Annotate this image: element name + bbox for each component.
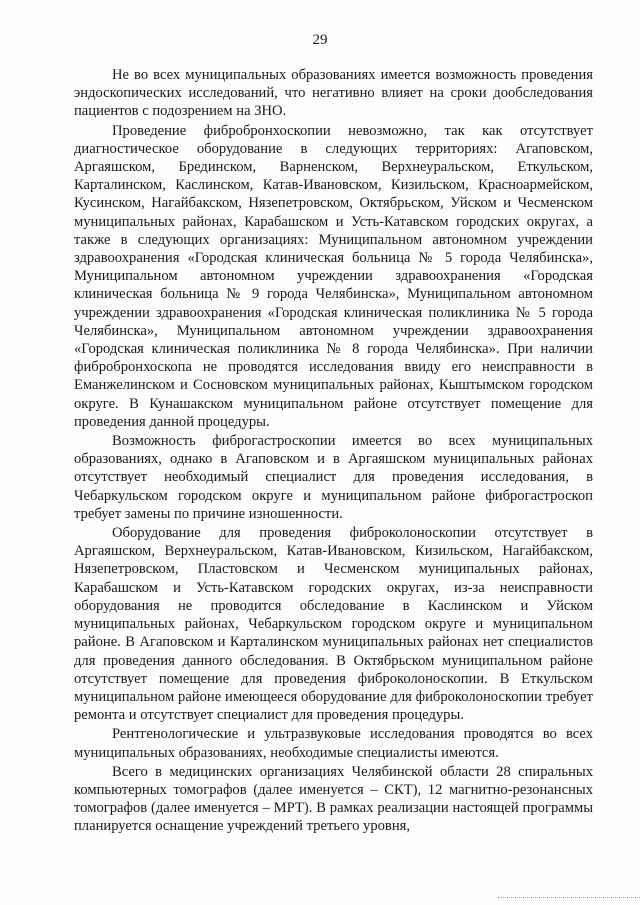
page-number: 29 — [312, 32, 328, 48]
paragraph-xray-ultrasound: Рентгенологические и ультразвуковые исследования проводятся во всех муниципальных образованиях, необходимые специалисты имеются. — [74, 726, 593, 761]
paragraph-tomographs: Всего в медицинских организациях Челябинской области 28 спиральных компьютерных томографов (далее именуется – СКТ), 12 магнитно-резонансных томографов (далее именуется – МРТ). В рамках реализации настоящей программы планируется оснащение учреждений третьего уровня, — [74, 763, 593, 835]
document-body — [74, 66, 593, 837]
paragraph-colonoscopy: Оборудование для проведения фиброколоноскопии отсутствует в Аргаяшском, Верхнеуральском, Катав-Ивановском, Кизильском, Нагайбакском, Нязепетровском, Пластовском и Чесменском муниципальных районах, Карабашском и Усть-Катавском городских округах, из-за неисправности оборудования не проводится обследование в Каслинском и Уйском муниципальных районах, Чебаркульском городском округе и муниципальном районе. В Агаповском и Карталинском муниципальных районах нет специалистов для проведения данного обследования. В Октябрьском муниципальном районе отсутствует помещение для проведения фиброколоноскопии. В Еткульском муниципальном районе имеющееся оборудование для фиброколоноскопии требует ремонта и отсутствует специалист для проведения процедуры. — [74, 525, 593, 724]
paragraph-endoscopy: Не во всех муниципальных образованиях имеется возможность проведения эндоскопических исследований, что негативно влияет на сроки дообследования пациентов с подозрением на ЗНО. — [74, 67, 593, 120]
paragraph-bronchoscopy: Проведение фибробронхоскопии невозможно, так как отсутствует диагностическое оборудование в следующих территориях: Агаповском, Аргаяшском, Брединском, Варненском, Верхнеуральском, Еткульском, Карталинском, Каслинском, Катав-Ивановском, Кизильском, Красноармейском, Кусинском, Нагайбакском, Нязепетровском, Октябрьском, Уйском и Чесменском муниципальных районах, Карабашском и Усть-Катавском городских округах, а также в следующих организациях: Муниципальном автономном учреждении здравоохранения «Городская клиническая больница № 5 города Челябинска», Муниципальном автономном учреждении здравоохранения «Городская клиническая больница № 9 города Челябинска», Муниципальном автономном учреждении здравоохранения «Городская клиническая поликлиника № 5 города Челябинска», Муниципальном автономном учреждении здравоохранения «Городская клиническая поликлиника № 8 города Челябинска». При наличии фибробронхоскопа не проводятся исследования ввиду его неисправности в Еманжелинском и Сосновском муниципальных районах, Кыштымском городском округе. В Кунашакском муниципальном районе отсутствует помещение для проведения данной процедуры. — [74, 122, 593, 430]
page-bottom-divider — [498, 897, 640, 898]
paragraph-gastroscopy: Возможность фиброгастроскопии имеется во всех муниципальных образованиях, однако в Агаповском и в Аргаяшском муниципальных районах отсутствует необходимый специалист для проведения исследования, в Чебаркульском городском округе и муниципальном районе фиброгастроскоп требует замены по причине изношенности. — [74, 433, 593, 522]
